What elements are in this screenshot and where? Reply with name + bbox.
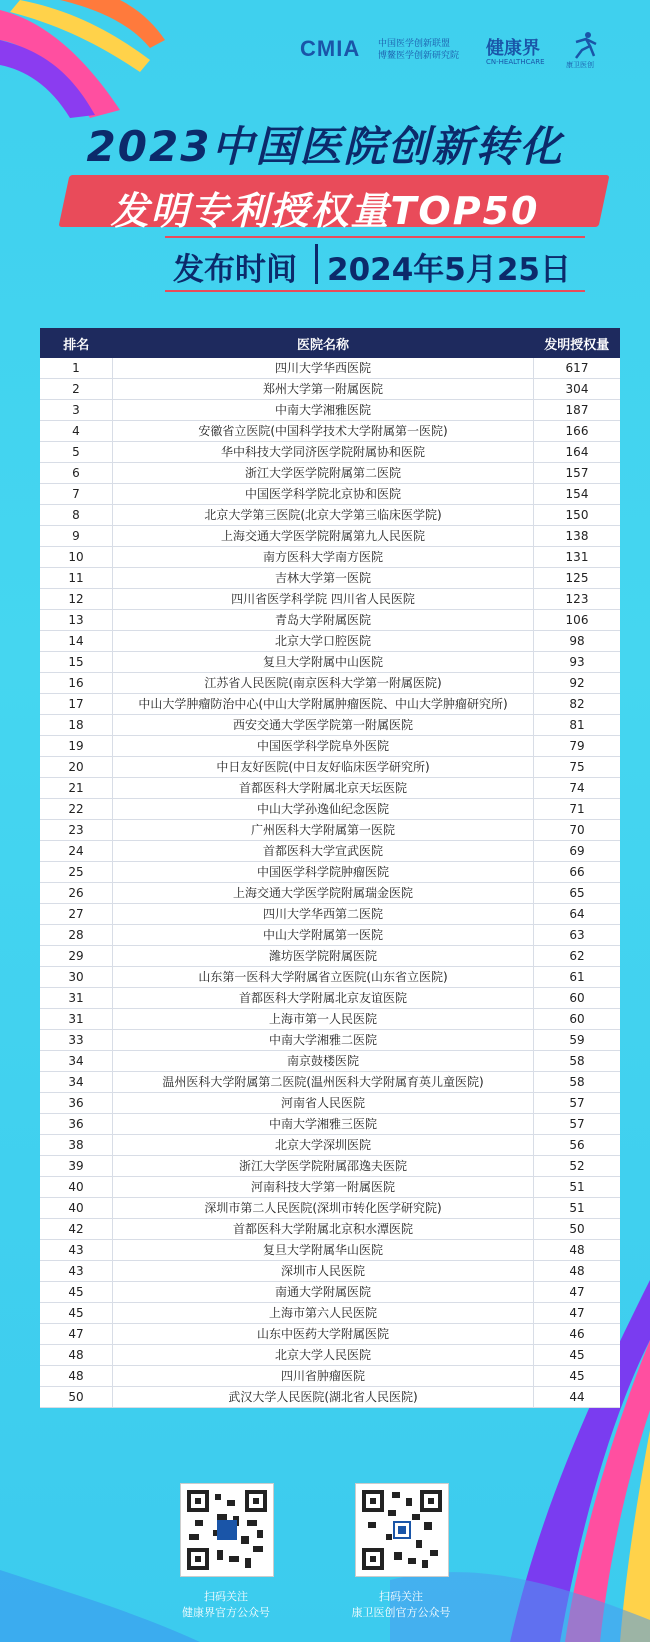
table-row <box>40 526 620 547</box>
table-row <box>40 1072 620 1093</box>
table-row <box>40 736 620 757</box>
patent-count-cell: 164 <box>534 442 621 463</box>
patent-count-cell: 98 <box>534 631 621 652</box>
table-row <box>40 715 620 736</box>
qr-label-jkj-line1: 扫码关注 <box>204 1590 248 1603</box>
table-row <box>40 673 620 694</box>
hospital-name-cell: 四川大学华西医院 <box>113 358 534 379</box>
patent-count-cell: 58 <box>534 1072 621 1093</box>
patent-count-cell: 75 <box>534 757 621 778</box>
patent-count-cell: 50 <box>534 1219 621 1240</box>
table-row <box>40 589 620 610</box>
rank-cell: 7 <box>40 484 113 505</box>
table-row <box>40 358 620 379</box>
patent-count-cell: 60 <box>534 988 621 1009</box>
hospital-name-cell: 上海交通大学医学院附属瑞金医院 <box>113 883 534 904</box>
table-row <box>40 1198 620 1219</box>
cmia-subtitle <box>378 38 459 62</box>
rank-cell: 8 <box>40 505 113 526</box>
table-row <box>40 694 620 715</box>
patent-count-cell: 93 <box>534 652 621 673</box>
rank-cell: 50 <box>40 1387 113 1408</box>
hospital-name-cell: 深圳市第二人民医院(深圳市转化医学研究院) <box>113 1198 534 1219</box>
patent-count-cell: 61 <box>534 967 621 988</box>
patent-count-cell: 617 <box>534 358 621 379</box>
qr-label-kwyc-line1: 扫码关注 <box>379 1590 423 1603</box>
table-row <box>40 1303 620 1324</box>
table-row <box>40 1366 620 1387</box>
rank-cell: 25 <box>40 862 113 883</box>
hospital-name-cell: 南京鼓楼医院 <box>113 1051 534 1072</box>
rank-cell: 6 <box>40 463 113 484</box>
table-row <box>40 1219 620 1240</box>
hospital-name-cell: 中日友好医院(中日友好临床医学研究所) <box>113 757 534 778</box>
hospital-name-cell: 中山大学附属第一医院 <box>113 925 534 946</box>
patent-count-cell: 69 <box>534 841 621 862</box>
patent-count-cell: 70 <box>534 820 621 841</box>
patent-count-cell: 52 <box>534 1156 621 1177</box>
hospital-name-cell: 中国医学科学院肿瘤医院 <box>113 862 534 883</box>
table-row <box>40 421 620 442</box>
hospital-name-cell: 上海市第六人民医院 <box>113 1303 534 1324</box>
header-rank: 排名 <box>40 328 113 358</box>
patent-count-cell: 48 <box>534 1240 621 1261</box>
hospital-name-cell: 中南大学湘雅三医院 <box>113 1114 534 1135</box>
table-row <box>40 631 620 652</box>
patent-count-cell: 106 <box>534 610 621 631</box>
table-row <box>40 505 620 526</box>
patent-count-cell: 47 <box>534 1282 621 1303</box>
table-row <box>40 862 620 883</box>
patent-count-cell: 57 <box>534 1114 621 1135</box>
rank-cell: 18 <box>40 715 113 736</box>
rank-cell: 28 <box>40 925 113 946</box>
hospital-name-cell: 河南科技大学第一附属医院 <box>113 1177 534 1198</box>
rank-cell: 15 <box>40 652 113 673</box>
rank-cell: 26 <box>40 883 113 904</box>
hospital-name-cell: 北京大学深圳医院 <box>113 1135 534 1156</box>
patent-count-cell: 123 <box>534 589 621 610</box>
patent-count-cell: 63 <box>534 925 621 946</box>
table-row <box>40 484 620 505</box>
table-row <box>40 400 620 421</box>
table-row <box>40 1030 620 1051</box>
hospital-name-cell: 西安交通大学医学院第一附属医院 <box>113 715 534 736</box>
table-row <box>40 1282 620 1303</box>
hospital-name-cell: 武汉大学人民医院(湖北省人民医院) <box>113 1387 534 1408</box>
hospital-name-cell: 华中科技大学同济医学院附属协和医院 <box>113 442 534 463</box>
hospital-name-cell: 首都医科大学附属北京积水潭医院 <box>113 1219 534 1240</box>
rank-cell: 12 <box>40 589 113 610</box>
hospital-name-cell: 青岛大学附属医院 <box>113 610 534 631</box>
hospital-name-cell: 上海市第一人民医院 <box>113 1009 534 1030</box>
hospital-name-cell: 广州医科大学附属第一医院 <box>113 820 534 841</box>
patent-count-cell: 66 <box>534 862 621 883</box>
patent-count-cell: 74 <box>534 778 621 799</box>
table-body <box>40 358 620 1408</box>
hospital-name-cell: 中山大学肿瘤防治中心(中山大学附属肿瘤医院、中山大学肿瘤研究所) <box>113 694 534 715</box>
ribbon-bottom-left-decoration <box>0 1530 200 1642</box>
table-row <box>40 1114 620 1135</box>
qr-label-kwyc <box>321 1589 481 1621</box>
table-row <box>40 1051 620 1072</box>
hospital-name-cell: 首都医科大学附属北京友谊医院 <box>113 988 534 1009</box>
hospital-name-cell: 首都医科大学宣武医院 <box>113 841 534 862</box>
patent-count-cell: 45 <box>534 1366 621 1387</box>
patent-count-cell: 150 <box>534 505 621 526</box>
rank-cell: 16 <box>40 673 113 694</box>
rank-cell: 39 <box>40 1156 113 1177</box>
ribbon-top-left-decoration <box>0 0 170 120</box>
hospital-name-cell: 中国医学科学院阜外医院 <box>113 736 534 757</box>
rank-cell: 36 <box>40 1093 113 1114</box>
table-row <box>40 1135 620 1156</box>
table-row <box>40 1345 620 1366</box>
rank-cell: 33 <box>40 1030 113 1051</box>
hospital-name-cell: 浙江大学医学院附属第二医院 <box>113 463 534 484</box>
rank-cell: 4 <box>40 421 113 442</box>
rank-cell: 45 <box>40 1282 113 1303</box>
qr-label-jkj-line2: 健康界官方公众号 <box>182 1606 270 1619</box>
header-count: 发明授权量 <box>534 328 621 358</box>
patent-count-cell: 157 <box>534 463 621 484</box>
table-row <box>40 988 620 1009</box>
rank-cell: 36 <box>40 1114 113 1135</box>
hospital-name-cell: 首都医科大学附属北京天坛医院 <box>113 778 534 799</box>
table-row <box>40 757 620 778</box>
patent-count-cell: 51 <box>534 1177 621 1198</box>
publish-date-value: 2024年5月25日 <box>327 252 571 288</box>
rank-cell: 31 <box>40 988 113 1009</box>
rank-cell: 24 <box>40 841 113 862</box>
rank-cell: 11 <box>40 568 113 589</box>
patent-count-cell: 79 <box>534 736 621 757</box>
hospital-name-cell: 南通大学附属医院 <box>113 1282 534 1303</box>
rank-cell: 14 <box>40 631 113 652</box>
table-header-row <box>40 328 620 358</box>
patent-count-cell: 138 <box>534 526 621 547</box>
patent-count-cell: 154 <box>534 484 621 505</box>
hospital-name-cell: 安徽省立医院(中国科学技术大学附属第一医院) <box>113 421 534 442</box>
rank-cell: 31 <box>40 1009 113 1030</box>
rank-cell: 17 <box>40 694 113 715</box>
table-row <box>40 1240 620 1261</box>
rank-cell: 13 <box>40 610 113 631</box>
hospital-name-cell: 吉林大学第一医院 <box>113 568 534 589</box>
jkj-logo: 健康界 <box>486 38 540 59</box>
table-row <box>40 568 620 589</box>
kwyc-subtitle: 康卫医创 <box>566 61 594 69</box>
hospital-name-cell: 复旦大学附属中山医院 <box>113 652 534 673</box>
rank-cell: 47 <box>40 1324 113 1345</box>
rank-cell: 40 <box>40 1198 113 1219</box>
rank-cell: 38 <box>40 1135 113 1156</box>
hospital-name-cell: 山东中医药大学附属医院 <box>113 1324 534 1345</box>
qr-code-kwyc <box>355 1483 449 1577</box>
patent-count-cell: 304 <box>534 379 621 400</box>
patent-count-cell: 59 <box>534 1030 621 1051</box>
table-row <box>40 778 620 799</box>
patent-count-cell: 125 <box>534 568 621 589</box>
cmia-line2: 博鳌医学创新研究院 <box>378 51 460 61</box>
table-row <box>40 925 620 946</box>
hospital-name-cell: 浙江大学医学院附属邵逸夫医院 <box>113 1156 534 1177</box>
cmia-line1: 中国医学创新联盟 <box>378 39 451 49</box>
hospital-name-cell: 中南大学湘雅二医院 <box>113 1030 534 1051</box>
hospital-name-cell: 南方医科大学南方医院 <box>113 547 534 568</box>
rank-cell: 21 <box>40 778 113 799</box>
patent-count-cell: 65 <box>534 883 621 904</box>
table-row <box>40 841 620 862</box>
patent-count-cell: 45 <box>534 1345 621 1366</box>
rank-cell: 42 <box>40 1219 113 1240</box>
patent-count-cell: 51 <box>534 1198 621 1219</box>
qr-label-jkj <box>146 1589 306 1621</box>
table-row <box>40 820 620 841</box>
patent-count-cell: 166 <box>534 421 621 442</box>
qr-pattern-icon <box>362 1490 442 1570</box>
table-row <box>40 652 620 673</box>
rank-cell: 29 <box>40 946 113 967</box>
ranking-table <box>40 328 620 1408</box>
patent-count-cell: 92 <box>534 673 621 694</box>
table-row <box>40 1261 620 1282</box>
rank-cell: 3 <box>40 400 113 421</box>
publish-date-label: 发布时间 <box>173 252 297 288</box>
rank-cell: 1 <box>40 358 113 379</box>
publish-date-divider <box>315 244 318 284</box>
hospital-name-cell: 中国医学科学院北京协和医院 <box>113 484 534 505</box>
hospital-name-cell: 四川省医学科学院 四川省人民医院 <box>113 589 534 610</box>
rank-cell: 40 <box>40 1177 113 1198</box>
hospital-name-cell: 复旦大学附属华山医院 <box>113 1240 534 1261</box>
header-hospital: 医院名称 <box>113 328 534 358</box>
main-title: 2023中国医院创新转化 <box>86 122 564 171</box>
table-row <box>40 799 620 820</box>
table-row <box>40 379 620 400</box>
table-row <box>40 442 620 463</box>
hospital-name-cell: 潍坊医学院附属医院 <box>113 946 534 967</box>
hospital-name-cell: 中南大学湘雅医院 <box>113 400 534 421</box>
patent-count-cell: 64 <box>534 904 621 925</box>
rank-cell: 19 <box>40 736 113 757</box>
patent-count-cell: 187 <box>534 400 621 421</box>
table-row <box>40 1009 620 1030</box>
patent-count-cell: 82 <box>534 694 621 715</box>
rank-cell: 34 <box>40 1072 113 1093</box>
publish-date-row <box>165 236 585 292</box>
rank-cell: 5 <box>40 442 113 463</box>
patent-count-cell: 81 <box>534 715 621 736</box>
rank-cell: 22 <box>40 799 113 820</box>
table-row <box>40 904 620 925</box>
table-row <box>40 946 620 967</box>
rank-cell: 30 <box>40 967 113 988</box>
patent-count-cell: 57 <box>534 1093 621 1114</box>
table-row <box>40 1387 620 1408</box>
patent-count-cell: 48 <box>534 1261 621 1282</box>
rank-cell: 20 <box>40 757 113 778</box>
table-row <box>40 463 620 484</box>
patent-count-cell: 44 <box>534 1387 621 1408</box>
hospital-name-cell: 温州医科大学附属第二医院(温州医科大学附属育英儿童医院) <box>113 1072 534 1093</box>
rank-cell: 27 <box>40 904 113 925</box>
table-row <box>40 1156 620 1177</box>
rank-cell: 10 <box>40 547 113 568</box>
hospital-name-cell: 中山大学孙逸仙纪念医院 <box>113 799 534 820</box>
rank-cell: 23 <box>40 820 113 841</box>
rank-cell: 34 <box>40 1051 113 1072</box>
header-logos <box>300 30 640 70</box>
qr-pattern-icon <box>187 1490 267 1570</box>
subtitle: 发明专利授权量TOP50 <box>110 189 540 233</box>
table-row <box>40 967 620 988</box>
cmia-logo: CMIA <box>300 36 361 61</box>
table-row <box>40 1177 620 1198</box>
table-row <box>40 547 620 568</box>
qr-code-jkj <box>180 1483 274 1577</box>
hospital-name-cell: 江苏省人民医院(南京医科大学第一附属医院) <box>113 673 534 694</box>
rank-cell: 2 <box>40 379 113 400</box>
hospital-name-cell: 北京大学第三医院(北京大学第三临床医学院) <box>113 505 534 526</box>
hospital-name-cell: 四川省肿瘤医院 <box>113 1366 534 1387</box>
table-row <box>40 1324 620 1345</box>
hospital-name-cell: 郑州大学第一附属医院 <box>113 379 534 400</box>
hospital-name-cell: 北京大学人民医院 <box>113 1345 534 1366</box>
patent-count-cell: 56 <box>534 1135 621 1156</box>
qr-label-kwyc-line2: 康卫医创官方公众号 <box>351 1606 451 1619</box>
rank-cell: 48 <box>40 1345 113 1366</box>
patent-count-cell: 47 <box>534 1303 621 1324</box>
rank-cell: 48 <box>40 1366 113 1387</box>
hospital-name-cell: 北京大学口腔医院 <box>113 631 534 652</box>
hospital-name-cell: 上海交通大学医学院附属第九人民医院 <box>113 526 534 547</box>
table-row <box>40 883 620 904</box>
jkj-subtitle: CN-HEALTHCARE <box>486 58 545 66</box>
patent-count-cell: 46 <box>534 1324 621 1345</box>
rank-cell: 43 <box>40 1240 113 1261</box>
table-row <box>40 1093 620 1114</box>
patent-count-cell: 131 <box>534 547 621 568</box>
hospital-name-cell: 山东第一医科大学附属省立医院(山东省立医院) <box>113 967 534 988</box>
patent-count-cell: 62 <box>534 946 621 967</box>
rank-cell: 9 <box>40 526 113 547</box>
patent-count-cell: 58 <box>534 1051 621 1072</box>
hospital-name-cell: 四川大学华西第二医院 <box>113 904 534 925</box>
table-row <box>40 610 620 631</box>
rank-cell: 45 <box>40 1303 113 1324</box>
patent-count-cell: 60 <box>534 1009 621 1030</box>
hospital-name-cell: 河南省人民医院 <box>113 1093 534 1114</box>
rank-cell: 43 <box>40 1261 113 1282</box>
patent-count-cell: 71 <box>534 799 621 820</box>
hospital-name-cell: 深圳市人民医院 <box>113 1261 534 1282</box>
